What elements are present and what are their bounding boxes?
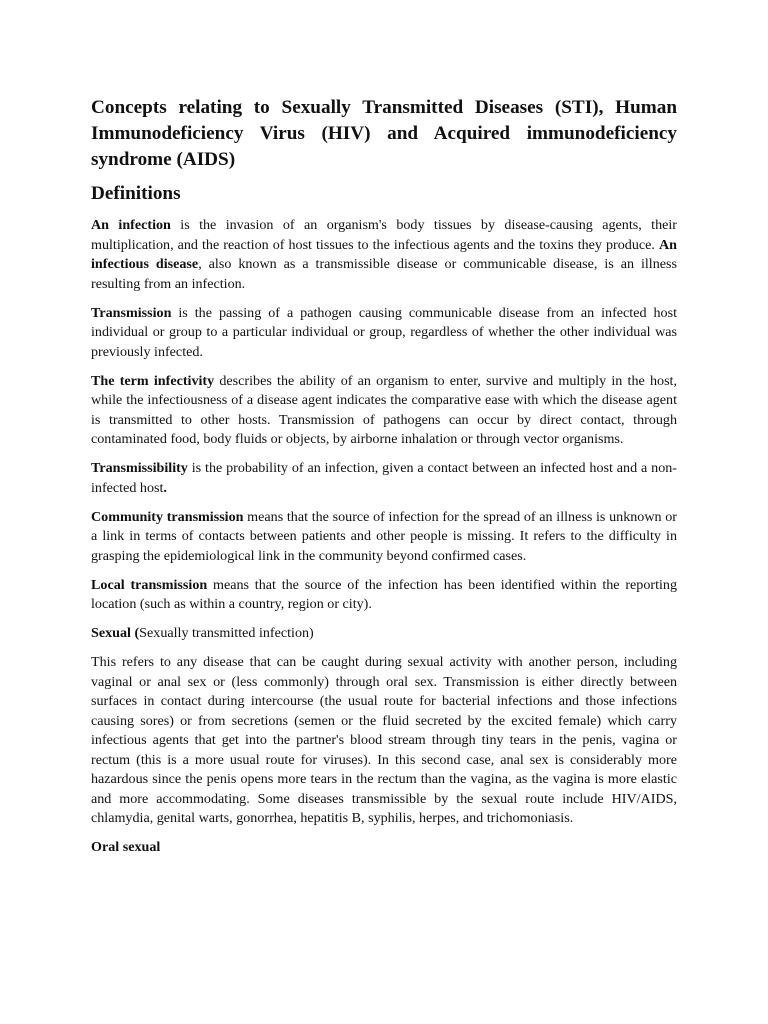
paragraph-text: describes the ability of an organism to enter, survive and multiply in the host, while the infectiousness of a disease agent indicates the comparative ease with which the disease agent is transmitted to other hosts. Transmission of pathogens can occur by direct contact, through contaminated food, body fluids or objects, by airborne inhalation or through vector organisms. <box>91 372 677 447</box>
paragraph-text: , also known as a transmissible disease or communicable disease, is an illness resulting from an infection. <box>91 256 677 292</box>
term-community-transmission: Community transmission <box>91 508 244 525</box>
paragraph-text: is the probability of an infection, given a contact between an infected host and a non-infected host <box>91 460 677 496</box>
term-infection: An infection <box>91 217 171 233</box>
paragraph-infectivity <box>91 372 677 450</box>
section-heading-definitions: Definitions <box>91 183 181 204</box>
paragraph-transmission <box>91 304 677 363</box>
paragraph-infection <box>91 216 677 294</box>
paragraph-text: means that the source of the infection has been identified within the reporting location (such as within a country, region or city). <box>91 576 677 612</box>
term-infectious-disease: An infectious disease <box>91 236 677 272</box>
subheading-oral-sexual <box>91 838 677 858</box>
term-sexual: Sexual ( <box>91 625 140 641</box>
paragraph-local-transmission <box>91 576 677 615</box>
subheading-sexual <box>91 624 677 644</box>
term-infectivity: The term infectivity <box>91 372 215 389</box>
paragraph-transmissibility <box>91 459 677 498</box>
document-page <box>91 95 677 867</box>
paragraph-sexual-body: This refers to any disease that can be caught during sexual activity with another person, including vaginal or anal sex or (less commonly) through oral sex. Transmission is either directly between surfaces in contact during intercourse (the usual route for bacterial infections and those infections causing sores) or from secretions (semen or the fluid secreted by the excited female) which carry infectious agents that get into the partner's blood stream through tiny tears in the penis, vagina or rectum (this is a more usual route for viruses). In this second case, anal sex is considerably more hazardous since the penis opens more tears in the rectum than the vagina, as the vagina is more elastic and more accommodating. Some diseases transmissible by the sexual route include HIV/AIDS, chlamydia, genital warts, gonorrhea, hepatitis B, syphilis, herpes, and trichomoniasis. <box>91 654 677 826</box>
paragraph-text: means that the source of infection for the spread of an illness is unknown or a link in terms of contacts between patients and other people is missing. It refers to the difficulty in grasping the epidemiological link in the community beyond confirmed cases. <box>91 508 677 564</box>
term-local-transmission: Local transmission <box>91 576 208 593</box>
term-transmissibility: Transmissibility <box>91 460 188 476</box>
term-transmission: Transmission <box>91 304 172 321</box>
paragraph-end-period: . <box>163 479 167 496</box>
document-title: Concepts relating to Sexually Transmitted Diseases (STI), Human Immunodeficiency Virus (HIV) and Acquired immunodeficiency syndrome (AIDS) <box>91 97 677 170</box>
subheading-text: Sexually transmitted infection) <box>139 625 314 641</box>
term-oral-sexual: Oral sexual <box>91 839 161 855</box>
paragraph-text: is the invasion of an organism's body tissues by disease-causing agents, their multiplication, and the reaction of host tissues to the infectious agents and the toxins they produce. <box>91 217 677 253</box>
paragraph-text: is the passing of a pathogen causing communicable disease from an infected host individual or group to a particular individual or group, regardless of whether the other individual was previously infected. <box>91 304 677 360</box>
paragraph-community-transmission <box>91 508 677 567</box>
